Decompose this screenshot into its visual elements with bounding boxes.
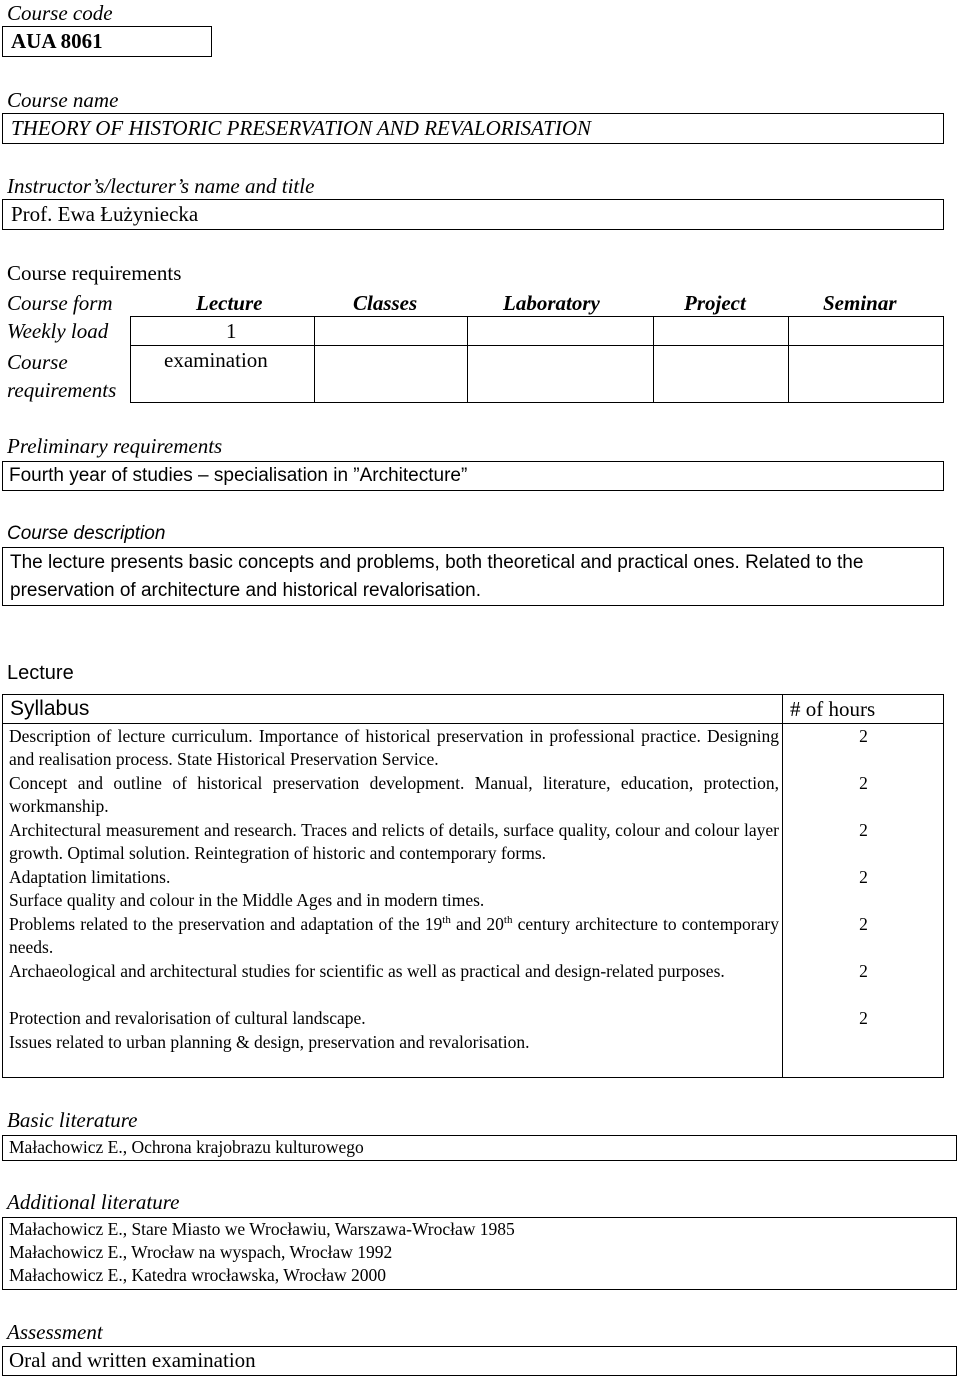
assessment-box — [2, 1346, 957, 1376]
row-label-weekly-load: Weekly load — [7, 319, 109, 343]
preliminary-value: Fourth year of studies – specialisation in ”Architecture” — [9, 465, 468, 486]
course-name-box — [2, 113, 944, 144]
topic-hours: 2 — [859, 961, 868, 981]
col-classes: Classes — [353, 291, 418, 315]
col-seminar: Seminar — [823, 291, 897, 315]
col-lecture: Lecture — [196, 291, 263, 315]
topic-hours: 2 — [859, 914, 868, 934]
syllabus-topic: Description of lecture curriculum. Importance of historical preservation in professional practice. Designing and realisation process. State Historical Preservation Service. — [9, 726, 779, 770]
basic-literature-label: Basic literature — [7, 1108, 138, 1132]
syllabus-topic: Architectural measurement and research. Traces and relicts of details, surface quality, colour and colour layer growth. Optimal solution. Reintegration of historic and contemporary forms. — [9, 820, 779, 864]
assessment-label: Assessment — [7, 1320, 103, 1344]
topic-hours: 2 — [859, 1008, 868, 1028]
course-code-label: Course code — [7, 1, 113, 25]
assessment-value: Oral and written examination — [9, 1348, 256, 1372]
instructor-box — [2, 199, 944, 230]
course-requirement-lecture: examination — [164, 348, 268, 372]
additional-literature-box — [2, 1217, 957, 1290]
syllabus-topic: Problems related to the preservation and adaptation of the 19th and 20th century architecture to contemporary needs. — [9, 914, 779, 958]
syllabus-topic: Archaeological and architectural studies for scientific as well as practical and design-related purposes. — [9, 961, 725, 981]
instructor-label: Instructor’s/lecturer’s name and title — [7, 174, 315, 198]
additional-literature-label: Additional literature — [7, 1190, 180, 1214]
course-name-value: THEORY OF HISTORIC PRESERVATION AND REVALORISATION — [11, 116, 592, 140]
hours-header: # of hours — [790, 697, 876, 721]
instructor-value: Prof. Ewa Łużyniecka — [11, 202, 199, 226]
basic-literature-box — [2, 1135, 957, 1161]
requirements-grid — [2, 288, 944, 403]
requirements-label: Course requirements — [7, 261, 182, 285]
literature-item: Małachowicz E., Ochrona krajobrazu kulturowego — [9, 1137, 364, 1157]
course-code-box — [2, 26, 212, 57]
row-label-course-requirements: Course requirements — [7, 350, 117, 402]
syllabus-topic: Protection and revalorisation of cultural landscape. — [9, 1008, 366, 1028]
weekly-load-lecture: 1 — [226, 319, 237, 343]
col-laboratory: Laboratory — [503, 291, 600, 315]
syllabus-topic: Concept and outline of historical preservation development. Manual, literature, education, protection, workmanship. — [9, 773, 779, 817]
preliminary-label: Preliminary requirements — [7, 434, 223, 458]
lecture-label: Lecture — [7, 662, 74, 684]
course-code-value: AUA 8061 — [11, 29, 103, 53]
literature-item: Małachowicz E., Wrocław na wyspach, Wrocław 1992 — [9, 1242, 393, 1262]
row-label-course-form: Course form — [7, 291, 113, 315]
topic-hours: 2 — [859, 773, 868, 793]
syllabus-topic: Issues related to urban planning & design, preservation and revalorisation. — [9, 1032, 530, 1052]
topic-hours: 2 — [859, 726, 868, 746]
col-project: Project — [684, 291, 746, 315]
topic-hours: 2 — [859, 820, 868, 840]
preliminary-box — [2, 461, 944, 491]
syllabus-table — [2, 694, 944, 1078]
literature-item: Małachowicz E., Katedra wrocławska, Wrocław 2000 — [9, 1265, 387, 1285]
description-box — [2, 547, 944, 606]
syllabus-header: Syllabus — [10, 697, 90, 720]
topic-hours: 2 — [859, 867, 868, 887]
description-text: The lecture presents basic concepts and problems, both theoretical and practical ones. Related to the preservation of architecture and historical revalorisation. — [10, 552, 864, 601]
syllabus-topic: Adaptation limitations. — [9, 867, 171, 887]
course-name-label: Course name — [7, 88, 119, 112]
literature-item: Małachowicz E., Stare Miasto we Wrocławiu, Warszawa-Wrocław 1985 — [9, 1219, 515, 1239]
description-label: Course description — [7, 523, 166, 544]
syllabus-topic: Surface quality and colour in the Middle Ages and in modern times. — [9, 890, 485, 910]
